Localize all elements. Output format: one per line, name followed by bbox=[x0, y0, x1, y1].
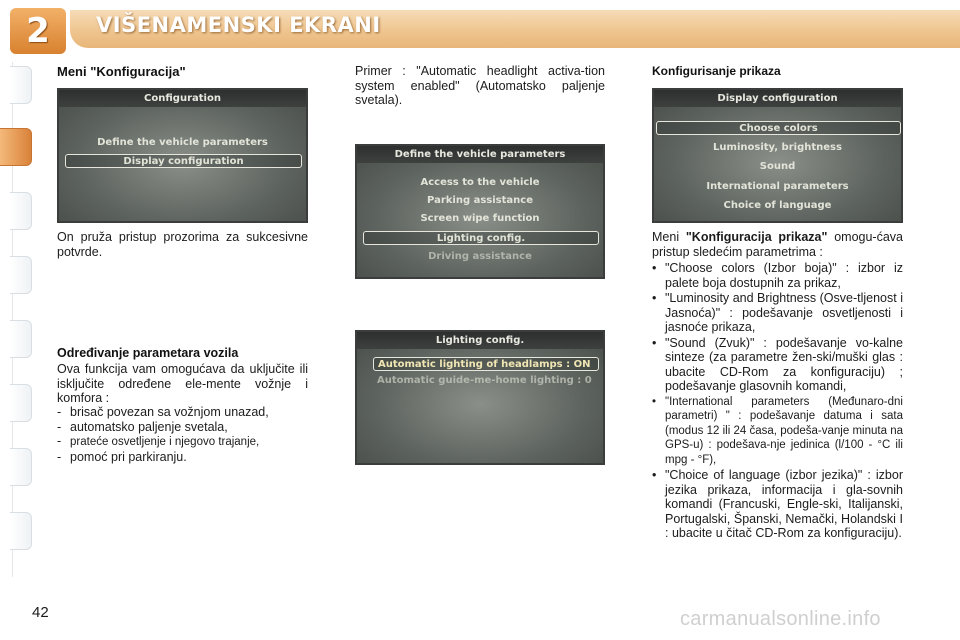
chapter-tabs bbox=[0, 62, 34, 577]
screen-item-guide-me-home: Automatic guide-me-home lighting : 0 bbox=[377, 375, 592, 386]
list-item: - brisač povezan sa vožnjom unazad, bbox=[57, 405, 269, 419]
screen-item-lighting-selected: Lighting config. bbox=[363, 231, 599, 245]
screen-title: Configuration bbox=[59, 90, 306, 107]
vehicle-parameters-list bbox=[57, 405, 312, 464]
screen-display-configuration bbox=[652, 88, 903, 223]
display-config-intro: Meni "Konfiguracija prikaza" omogu-ćava pristup sledećim parametrima : bbox=[652, 230, 903, 259]
list-item: - pomoć pri parkiranju. bbox=[57, 449, 187, 464]
list-item: - automatsko paljenje svetala, bbox=[57, 419, 228, 434]
display-config-list bbox=[652, 261, 903, 542]
list-item: • "Choose colors (Izbor boja)" : izbor iz palete boja dostupnih za prikaz, bbox=[652, 261, 903, 290]
page-header bbox=[0, 0, 960, 58]
chapter-tab-4[interactable] bbox=[10, 256, 32, 294]
screen-item-sound: Sound bbox=[759, 161, 796, 172]
chapter-tab-2-active[interactable] bbox=[0, 128, 32, 166]
list-item: • "Choice of language (izbor jezika)" : izbor jezika prikaza, informacija i gla-sovnih komandi (Francuski, Engle-ski, Italijanski, Portugalski, Španski, Nemački, Holandski I : ubacite u čitač CD-Rom za konfiguraciju). bbox=[652, 468, 903, 540]
caption-configuration: On pruža pristup prozorima za sukcesivne potvrde. bbox=[57, 230, 308, 259]
chapter-tab-6[interactable] bbox=[10, 384, 32, 422]
chapter-tab-5[interactable] bbox=[10, 320, 32, 358]
chapter-tab-3[interactable] bbox=[10, 192, 32, 230]
screen-item-display-config-selected: Display configuration bbox=[65, 154, 302, 168]
screen-item-auto-headlamps-selected: Automatic lighting of headlamps : ON bbox=[373, 357, 599, 371]
example-text: Primer : "Automatic headlight activa-tion system enabled" (Automatsko paljenje svetala). bbox=[355, 64, 605, 107]
screen-item-parking: Parking assistance bbox=[427, 195, 533, 206]
screen-configuration bbox=[57, 88, 308, 223]
screen-item-language: Choice of language bbox=[723, 200, 832, 211]
chapter-tab-1[interactable] bbox=[10, 66, 32, 104]
list-item: • "International parameters (Međunaro-dni parametri) " : podešavanje datuma i sata (modus 12 ili 24 časa, podeša-vanje minuta na GPS-u) : podešava-nje jedinica (l/100 - °C ili mpg - °F), bbox=[652, 395, 903, 466]
chapter-tab-8[interactable] bbox=[10, 512, 32, 550]
section-title-display-config: Konfigurisanje prikaza bbox=[652, 64, 781, 78]
list-item: • "Luminosity and Brightness (Osve-tljenost i Jasnoća)" : podešavanje osvetljenosti i jasnoće prikaza, bbox=[652, 291, 903, 334]
section-title-vehicle-parameters: Određivanje parametara vozila bbox=[57, 346, 239, 360]
screen-item-define-vehicle: Define the vehicle parameters bbox=[97, 137, 268, 148]
section-title-configuration-menu: Meni "Konfiguracija" bbox=[57, 64, 186, 79]
list-item: - prateće osvetljenje i njegovo trajanje, bbox=[57, 434, 260, 448]
vehicle-parameters-text: Ova funkcija vam omogućava da uključite ili isključite određene ele-mente vožnje i komfora : bbox=[57, 362, 308, 405]
chapter-tab-7[interactable] bbox=[10, 448, 32, 486]
screen-title: Display configuration bbox=[654, 90, 901, 107]
page-number: 42 bbox=[32, 604, 49, 621]
screen-item-wipe: Screen wipe function bbox=[420, 213, 540, 224]
screen-define-vehicle-parameters bbox=[355, 144, 605, 279]
screen-item-access: Access to the vehicle bbox=[420, 177, 540, 188]
watermark: carmanualsonline.info bbox=[680, 608, 881, 630]
screen-title: Define the vehicle parameters bbox=[357, 146, 603, 163]
screen-title: Lighting config. bbox=[357, 332, 603, 349]
chapter-title: VIŠENAMENSKI EKRANI bbox=[96, 13, 381, 37]
chapter-badge: 2 bbox=[10, 8, 66, 54]
screen-item-driving: Driving assistance bbox=[428, 251, 532, 262]
screen-item-choose-colors-selected: Choose colors bbox=[656, 121, 901, 135]
screen-lighting-config bbox=[355, 330, 605, 465]
screen-item-international: International parameters bbox=[706, 181, 849, 192]
list-item: • "Sound (Zvuk)" : podešavanje vo-kalne sinteze (za parametre žen-ski/muški glas : ubacite CD-Rom za konfiguraciju) ; podešavanje glasovnih komandi, bbox=[652, 335, 903, 393]
screen-item-luminosity: Luminosity, brightness bbox=[713, 142, 842, 153]
